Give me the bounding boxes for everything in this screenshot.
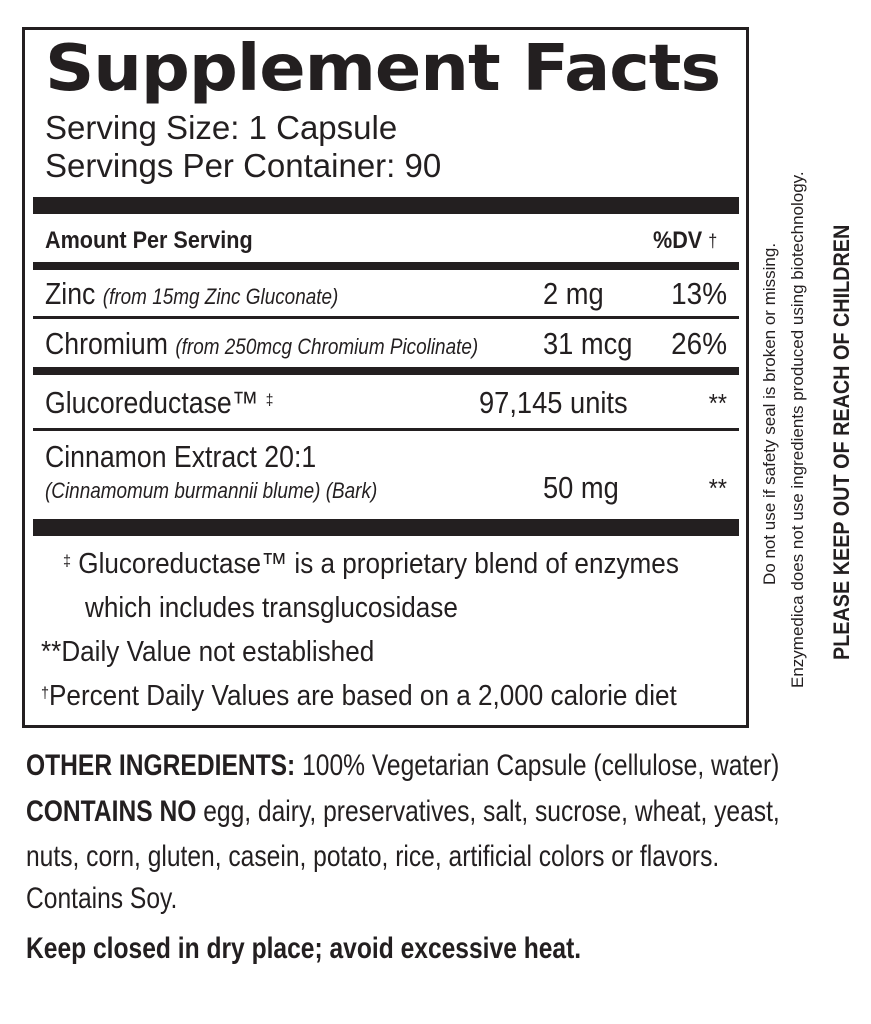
nutrient-name-chromium: Chromium (from 250mcg Chromium Picolinate)	[45, 326, 479, 361]
nutrient-name-zinc: Zinc (from 15mg Zinc Gluconate)	[45, 276, 339, 311]
footnote-percent-daily-values: †Percent Daily Values are based on a 2,000 calorie diet	[41, 680, 677, 712]
contains-soy: Contains Soy.	[26, 882, 178, 915]
nutrient-amount-cinnamon: 50 mg	[543, 470, 619, 505]
other-ingredients: OTHER INGREDIENTS: 100% Vegetarian Capsule (cellulose, water)	[26, 749, 780, 782]
nutrient-amount-glucoreductase: 97,145 units	[479, 385, 628, 420]
footnote-dv-not-established: **Daily Value not established	[41, 636, 375, 668]
nutrient-dv-chromium: 26%	[671, 326, 727, 361]
biotechnology-note: Enzymedica does not use ingredients produced using biotechnology.	[788, 171, 807, 688]
nutrient-name-cinnamon: Cinnamon Extract 20:1	[45, 439, 317, 474]
storage-instruction: Keep closed in dry place; avoid excessive heat.	[26, 932, 582, 965]
divider-thick	[33, 197, 739, 214]
serving-size: Serving Size: 1 Capsule	[45, 109, 398, 146]
divider-medium	[33, 367, 739, 375]
contains-no-line1: CONTAINS NO egg, dairy, preservatives, salt, sucrose, wheat, yeast,	[26, 795, 780, 828]
divider-medium	[33, 262, 739, 270]
header-amount-per-serving: Amount Per Serving	[45, 227, 253, 254]
row-divider	[33, 316, 739, 319]
footnote-blend-line2: which includes transglucosidase	[85, 592, 458, 624]
header-dv: %DV †	[653, 227, 718, 254]
row-divider	[33, 428, 739, 431]
nutrient-dv-glucoreductase: **	[708, 388, 727, 418]
nutrient-source-cinnamon: (Cinnamomum burmannii blume) (Bark)	[45, 478, 378, 503]
servings-per-container: Servings Per Container: 90	[45, 147, 442, 184]
divider-thick	[33, 519, 739, 536]
nutrient-dv-cinnamon: **	[708, 473, 727, 503]
panel-title: Supplement Facts	[45, 32, 721, 106]
seal-warning-text: Do not use if safety seal is broken or missing.	[760, 242, 779, 585]
footnote-blend-line1: ‡ Glucoreductase™ is a proprietary blend of enzymes	[63, 548, 679, 580]
supplement-facts-panel	[22, 27, 749, 728]
contains-no-line2: nuts, corn, gluten, casein, potato, rice, artificial colors or flavors.	[26, 840, 720, 873]
keep-out-of-reach-warning: PLEASE KEEP OUT OF REACH OF CHILDREN	[829, 224, 854, 660]
nutrient-dv-zinc: 13%	[671, 276, 727, 311]
nutrient-name-glucoreductase: Glucoreductase™ ‡	[45, 385, 274, 420]
nutrient-amount-zinc: 2 mg	[543, 276, 604, 311]
nutrient-amount-chromium: 31 mcg	[543, 326, 633, 361]
